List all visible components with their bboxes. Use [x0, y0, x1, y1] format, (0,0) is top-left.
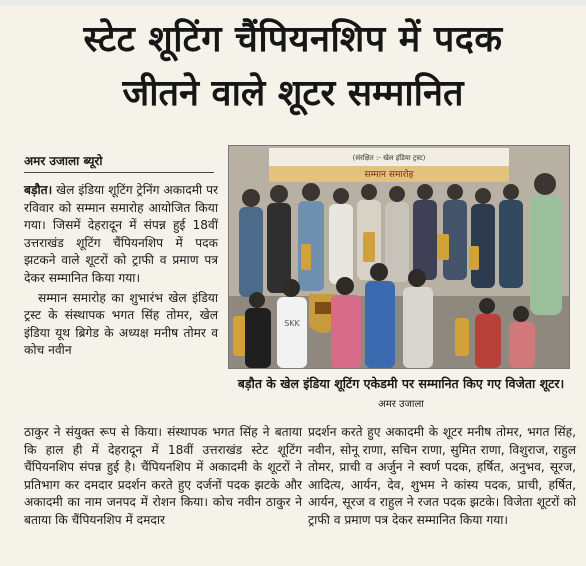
paragraph-2: सम्मान समारोह का शुभारंभ खेल इंडिया ट्रस्ट के संस्थापक भगत सिंह तोमर, खेल इंडिया यूथ ब्रिगेड के अध्यक्ष मनीष तोमर व कोच नवीन [24, 290, 218, 358]
paragraph-1-text: खेल इंडिया शूटिंग ट्रेनिंग अकादमी पर रविवार को सम्मान समारोह आयोजित किया गया। जिसमें देहरादून में संपन्न हुई 18वीं उत्तराखंड शूटिंग चैंपियनशिप में पदक झटकने वाले शूटरों को ट्राफी व प्रमाण पत्र देकर सम्मानित किया गया। [24, 183, 219, 285]
headline-line-1: स्टेट शूटिंग चैंपियनशिप में पदक [83, 19, 503, 60]
paragraph-1 [24, 182, 218, 288]
article-column-left [24, 182, 218, 362]
photo-banner-sub: सम्मान समारोह [364, 170, 414, 180]
article-column-bottom-left [24, 424, 302, 532]
group-photo [228, 145, 570, 369]
photo-shirt-text: SKK [284, 319, 300, 328]
article-column-bottom-right [308, 424, 576, 532]
paragraph-2-continued: ठाकुर ने संयुक्त रूप से किया। संस्थापक भगत सिंह ने बताया कि हाल ही में देहरादून में 18वीं उत्तराखंड स्टेट शूटिंग चैंपियनशिप संपन्न हुई है। चैंपियनशिप में अकादमी के शूटरों ने प्रतिभाग कर दमदार प्रदर्शन करते हुए दर्जनों पदक झटके और अकादमी का नाम जनपद में रोशन किया। कोच नवीन ठाकुर ने बताया कि चैंपियनशिप में दमदार [24, 425, 302, 527]
photo-caption [228, 374, 574, 414]
photo-banner-text: (संरक्षित :- खेल इंडिया ट्रस्ट) [352, 154, 426, 162]
dateline: बड़ौत। [24, 183, 53, 197]
paragraph-3: प्रदर्शन करते हुए अकादमी के शूटर मनीष तोमर, भगत सिंह, नवीन, सोनू राणा, सचिन राणा, सुमित राणा, विशुराज, राहुल तोमर, प्राची व अर्जुन ने स्वर्ण पदक, हर्षित, अनुभव, सूरज, आदित्य, आर्यन, देव, शुभम ने कांस्य पदक, प्राची, हर्षित, आर्यन, सूरज व राहुल ने रजत पदक झटके। विजेता शूटरों को ट्राफी व प्रमाण पत्र देकर सम्मानित किया गया। [308, 425, 576, 527]
top-rule [0, 0, 586, 6]
caption-credit: अमर उजाला [378, 399, 424, 410]
headline-line-2: जीतने वाले शूटर सम्मानित [122, 73, 464, 114]
headline [8, 14, 578, 122]
caption-text: बड़ौत के खेल इंडिया शूटिंग एकेडमी पर सम्मानित किए गए विजेता शूटर। [237, 376, 565, 391]
byline-rule [24, 172, 214, 173]
byline: अमर उजाला ब्यूरो [24, 154, 103, 168]
